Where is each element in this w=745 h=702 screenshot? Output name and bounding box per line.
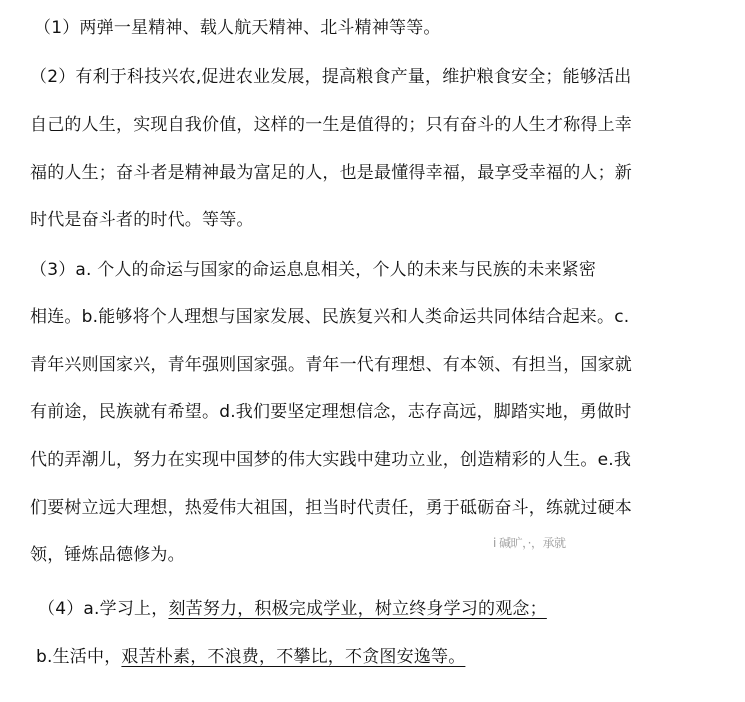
answer-part-4-line-1 (38, 598, 547, 620)
answer-part-3-line-3: 青年兴则国家兴，青年强则国家强。青年一代有理想、有本领、有担当，国家就 (30, 355, 632, 375)
answer-part-1: （1）两弹一星精神、载人航天精神、北斗精神等等。 (34, 18, 441, 38)
part-4-study-prefix: （4）a.学习上， (38, 599, 169, 619)
answer-part-3-line-1: （3）a. 个人的命运与国家的命运息息相关，个人的未来与民族的未来紧密 (30, 260, 597, 280)
answer-part-3-line-5: 代的弄潮儿，努力在实现中国梦的伟大实践中建功立业，创造精彩的人生。e.我 (30, 450, 632, 470)
answer-part-2-line-2: 自己的人生，实现自我价值，这样的一生是值得的；只有奋斗的人生才称得上幸 (30, 115, 632, 135)
answer-part-2-line-4: 时代是奋斗者的时代。等等。 (30, 210, 254, 230)
part-4-life-prefix: b.生活中， (36, 647, 122, 667)
part-4-study-underlined: 刻苦努力，积极完成学业，树立终身学习的观念； (168, 599, 547, 619)
answer-part-2-line-3: 福的人生；奋斗者是精神最为富足的人，也是最懂得幸福，最享受幸福的人；新 (30, 163, 632, 183)
answer-part-4-line-2 (36, 646, 465, 668)
faint-watermark: i 碱旷，·，承就 (493, 536, 566, 550)
answer-part-3-line-7: 领，锤炼品德修为。 (30, 545, 185, 565)
answer-part-3-line-6: 们要树立远大理想，热爱伟大祖国，担当时代责任，勇于砥砺奋斗，练就过硬本 (30, 498, 632, 518)
answer-part-2-line-1: （2）有利于科技兴农,促进农业发展，提高粮食产量，维护粮食安全；能够活出 (30, 67, 632, 87)
answer-part-3-line-2: 相连。b.能够将个人理想与国家发展、民族复兴和人类命运共同体结合起来。c. (30, 307, 630, 327)
part-4-life-underlined: 艰苦朴素，不浪费，不攀比，不贪图安逸等。 (121, 647, 466, 667)
answer-part-3-line-4: 有前途，民族就有希望。d.我们要坚定理想信念，志存高远，脚踏实地，勇做时 (30, 402, 632, 422)
